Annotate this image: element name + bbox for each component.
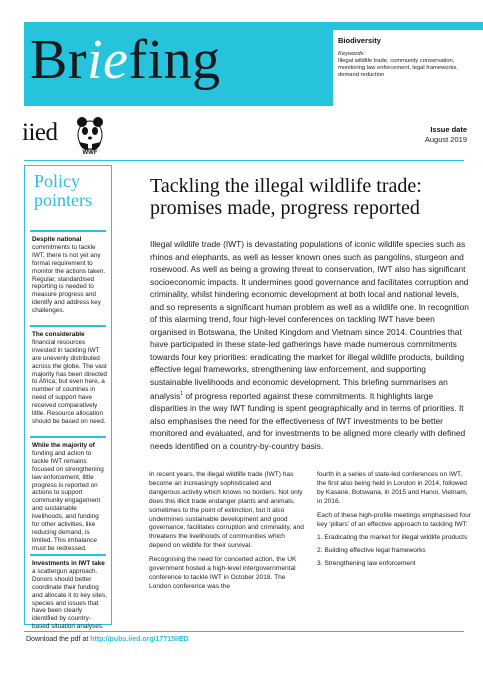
policy-pointer-text: financial resources invested in tackling IWT are unevenly distributed across the globe. The vast majority has been directed to Africa; but even here, a number of countries in need of support have received comparatively little. Resource allocation should be based on need. [32,338,107,425]
lead-text-part1: Illegal wildlife trade (IWT) is devastating populations of iconic wildlife species such as rhinos and elephants, as well as lesser known ones such as pangolins, sturgeon and rosewood. As well as being a growing threat to conservation, IWT also has significant socioeconomic impacts. It undermines good governance and facilitates corruption and criminality, whilst hindering economic development at both local and national levels, and so represents a significant human problem as well as a wildlife one. In recognition of this alarming trend, four high-level conferences on tackling IWT have been organised in Botswana, the United Kingdom and Vietnam since 2014. Countries that have participated in these state-led gatherings have made numerous commitments towards four key priorities: eradicating the market for illegal wildlife products, building effective legal frameworks, strengthening law enforcement, and supporting sustainable livelihoods and economic development. This briefing summarises an analysis [150,239,469,401]
pillar-item: 1. Eradicating the market for illegal wildlife products [317,534,468,542]
policy-pointers-title-line2: pointers [34,190,92,210]
lead-text-part2: of progress reported against these commitments. It highlights large disparities in the way IWT funding is spent geographically and in terms of priorities. It also emphasises the need for the effectiveness of IWT investments to be better monitored and evaluated, and for investments to be aligned more clearly with defined needs identified on a country-by-country basis. [150,390,466,451]
download-link[interactable]: http://pubs.iied.org/17715IIED [90,636,189,643]
policy-pointer-3 [32,442,108,553]
keywords-text: Illegal wildlife trade, community conservation, monitoring law enforcement, legal frameworks, demand reduction [338,58,458,79]
issue-date-label: Issue date [430,125,467,134]
policy-pointer-4 [32,560,108,631]
pillar-item: 2. Building effective legal frameworks [317,547,426,555]
body-paragraph: In recent years, the illegal wildlife trade (IWT) has become an increasingly sophisticated and dangerous activity which knows no borders. Not only does this illicit trade endanger plants and animals, sometimes to the point of extinction, but it also undermines sustainable development and good governance, facilitates corruption and criminality, and threatens the livelihoods of communities which depend on wildlife for their survival. [149,471,304,550]
brand-text-start: Br [30,29,87,91]
wwf-panda-icon [75,114,105,152]
policy-pointer-lead: Investments in IWT take [32,560,105,567]
policy-pointers-title [34,172,92,210]
policy-pointer-separator [30,325,106,327]
policy-pointer-text: a scattergun approach. Donors should better coordinate their funding and allocate it to key sites, species and issues that have been clearly identified by country-based situation analyses. [32,567,107,631]
category-label: Biodiversity [338,36,381,45]
body-paragraph: Recognising the need for concerted action, the UK government hosted a high-level intergovernmental conference to tackle IWT in October 2018. The London conference was the [149,556,297,590]
brand-text-ie: ie [87,29,129,91]
keywords-label: Keywords: [338,51,366,57]
policy-pointer-separator [30,554,106,556]
policy-pointer-text: funding and action to tackle IWT remains focused on strengthening law enforcement, little progress is reported on actions to support community engagement and sustainable livelihoods, and funding for other activities, like reducing demand, is limited. This imbalance must be redressed. [32,449,104,552]
policy-pointer-text: commitments to tackle IWT, there is not yet any formal requirement to monitor the actions taken. Regular, standardised reporting is needed to measure progress and identify and address key challenges. [32,243,106,315]
article-lead [150,238,470,452]
policy-pointer-1 [32,236,108,315]
divider-bottom [24,631,464,632]
pillars-list [317,534,472,569]
body-column-left [149,471,304,597]
article-title: Tackling the illegal wildlife trade: promises made, progress reported [150,175,422,219]
iied-logo: iied [22,119,58,146]
pillar-item: 3. Strengthening law enforcement [317,560,416,568]
body-paragraph: Each of these high-profile meetings emphasised four key ‘pillars’ of an effective approach to tackling IWT: [317,511,471,528]
wwf-logo-text: WWF [82,150,98,156]
body-column-right [317,471,472,573]
briefing-brand [30,30,221,90]
policy-pointer-separator [30,230,106,232]
body-paragraph: fourth in a series of state-led conferences on IWT, the first also being held in London in 2014, followed by Kasane, Botswana, in 2015 and Hanoi, Vietnam, in 2016. [317,471,468,505]
policy-pointer-lead: Despite national [32,236,82,243]
policy-pointer-lead: While the majority of [32,442,95,449]
policy-pointers-title-line1: Policy [34,171,81,191]
footer [26,636,189,643]
divider-top [24,160,464,161]
policy-pointer-separator [30,436,106,438]
policy-pointer-lead: The considerable [32,331,85,338]
issue-date-value: August 2019 [424,135,467,144]
footnote-ref: 1 [180,391,184,397]
brand-text-end: fing [128,29,221,91]
policy-pointer-2 [32,331,108,426]
footer-text: Download the pdf at [26,636,91,643]
